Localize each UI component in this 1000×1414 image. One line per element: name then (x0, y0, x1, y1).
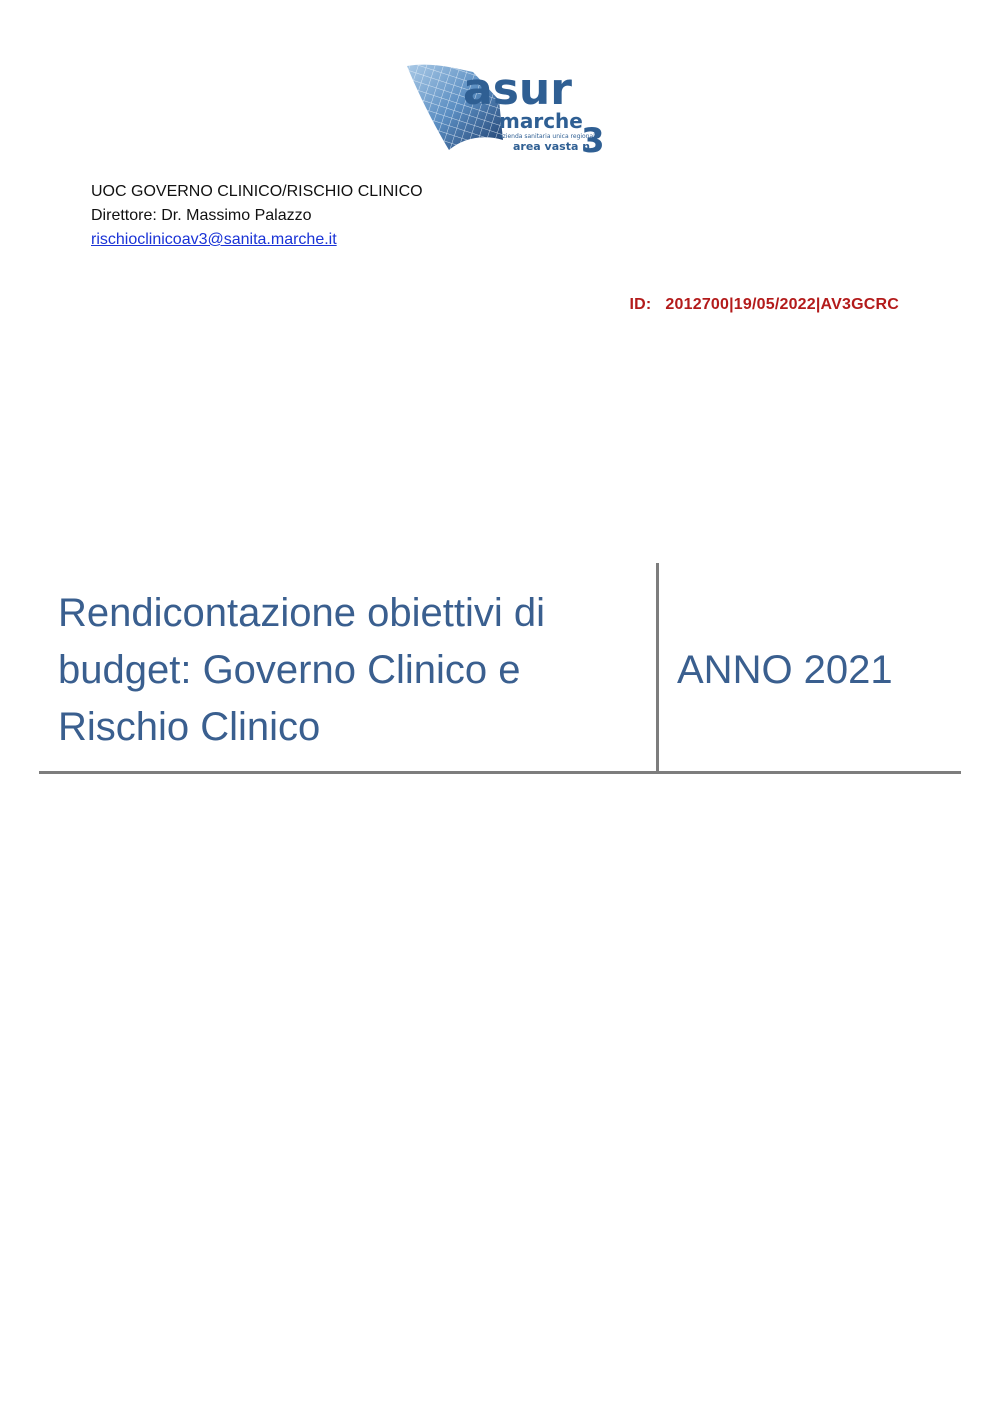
logo-brand-text: asur (463, 64, 572, 115)
document-title: Rendicontazione obiettivi di budget: Governo Clinico e Rischio Clinico (58, 591, 545, 749)
asur-logo-graphic (403, 60, 607, 158)
logo-number-text: 3 (581, 121, 605, 158)
director-name: Direttore: Dr. Massimo Palazzo (91, 207, 312, 224)
logo-name-text: marche (499, 109, 583, 133)
document-id-value: 2012700|19/05/2022|AV3GCRC (665, 296, 899, 313)
email-link[interactable]: rischioclinicoav3@sanita.marche.it (91, 231, 337, 248)
document-id (629, 296, 899, 314)
logo-area-text: area vasta n. (513, 140, 595, 153)
header-info (91, 180, 423, 252)
unit-name: UOC GOVERNO CLINICO/RISCHIO CLINICO (91, 183, 423, 200)
document-year: ANNO 2021 (677, 648, 893, 692)
asur-marche-logo (403, 60, 607, 158)
vertical-divider (656, 563, 659, 773)
logo-subtitle-text: azienda sanitaria unica regionale (499, 133, 599, 140)
document-id-label: ID: (629, 296, 652, 313)
horizontal-divider (39, 771, 961, 774)
